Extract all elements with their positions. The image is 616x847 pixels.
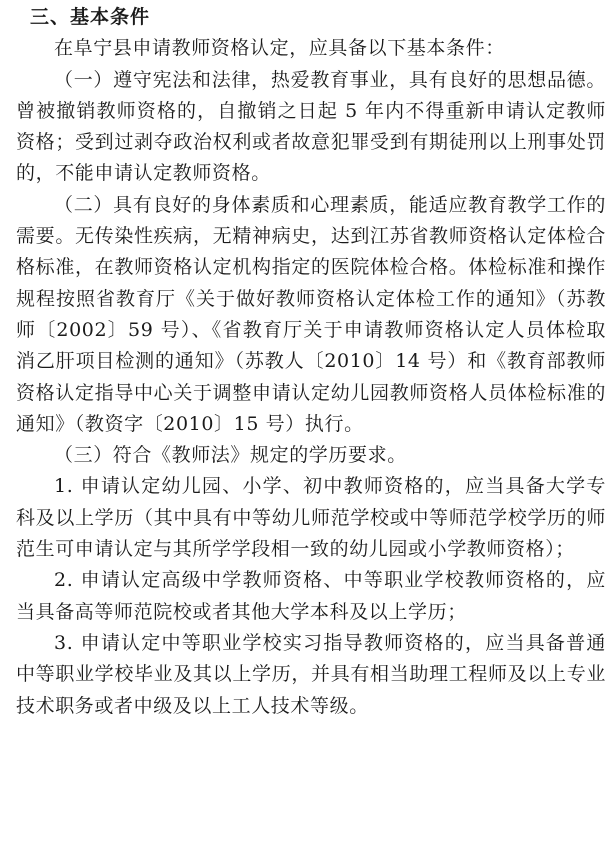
section-heading: 三、基本条件 [30, 6, 151, 28]
intro-paragraph: 在阜宁县申请教师资格认定，应具备以下基本条件： [54, 37, 505, 60]
condition-2-paragraph: （二）具有良好的身体素质和心理素质，能适应教育教学工作的需要。无传染性疾病，无精神病史，达到江苏省教师资格认定体检合格标准，在教师资格认定机构指定的医院体检合格。体检标准和操作规程按照省教育厅《关于做好教师资格认定体检工作的通知》（苏教师〔2002〕59 号）、《省教育厅关于申请教师资格认定人员体检取消乙肝项目检测的通知》（苏教人〔2010〕14 号）和《教育部教师资格认定指导中心关于调整申请认定幼儿园教师资格人员体检标准的通知》（教资字〔2010〕15 号）执行。 [16, 193, 606, 435]
education-item-3: 3. 申请认定中等职业学校实习指导教师资格的，应当具备普通中等职业学校毕业及其以上学历，并具有相当助理工程师及以上专业技术职务或者中级及以上工人技术等级。 [16, 631, 606, 717]
condition-3-paragraph: （三）符合《教师法》规定的学历要求。 [54, 444, 407, 467]
education-item-1: 1. 申请认定幼儿园、小学、初中教师资格的，应当具备大学专科及以上学历（其中具有中等幼儿师范学校或中等师范学校学历的师范生可申请认定与其所学学段相一致的幼儿园或小学教师资格）； [16, 475, 606, 561]
condition-1-paragraph: （一）遵守宪法和法律，热爱教育事业，具有良好的思想品德。曾被撤销教师资格的，自撤销之日起 5 年内不得重新申请认定教师资格；受到过剥夺政治权利或者故意犯罪受到有期徒刑以上刑事处罚的，不能申请认定教师资格。 [16, 68, 606, 185]
education-item-2: 2. 申请认定高级中学教师资格、中等职业学校教师资格的，应当具备高等师范院校或者其他大学本科及以上学历； [16, 569, 606, 623]
